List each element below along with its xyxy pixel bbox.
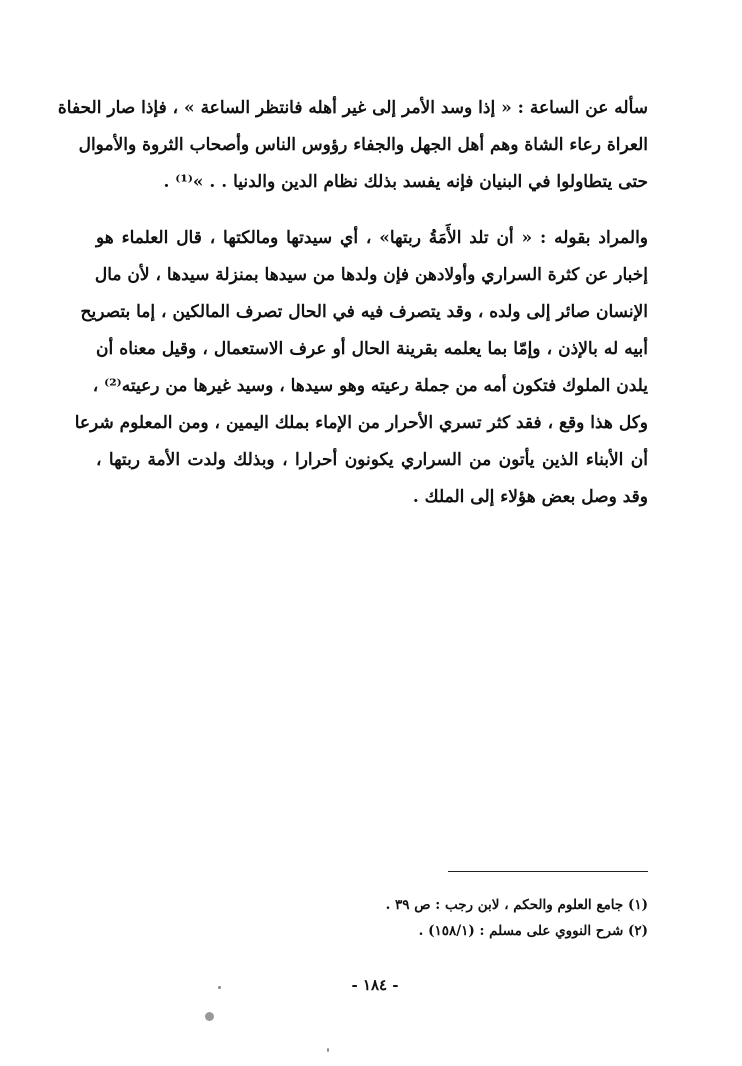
text-line: أن الأبناء الذين يأتون من السراري يكونون أحرارا ، وبذلك ولدت الأمة ربتها ،: [96, 450, 648, 470]
scan-speck: [327, 1048, 329, 1052]
text-line: يلدن الملوك فتكون أمه من جملة رعيته وهو سيدها ، وسيد غيرها من رعيته⁽²⁾ ،: [92, 376, 648, 396]
footnote-2: (٢) شرح النووي على مسلم : (١٥٨/١) .: [418, 923, 648, 939]
text-line: والمراد بقوله : « أن تلد الأَمَةُ ربتها» ، أي سيدتها ومالكتها ، قال العلماء هو: [96, 228, 648, 248]
text-line: الإنسان صائر إلى ولده ، وقد يتصرف فيه في الحال تصرف المالكين ، إما بتصريح: [80, 302, 648, 322]
text-line: إخبار عن كثرة السراري وأولادهن فإن ولدها من سيدها بمنزلة سيدها ، لأن مال: [94, 265, 648, 285]
footnote-1: (١) جامع العلوم والحكم ، لابن رجب : ص ٣٩ .: [385, 897, 648, 913]
scan-speck: [205, 1012, 214, 1021]
page-number: - ١٨٤ -: [351, 976, 399, 994]
text-line: وكل هذا وقع ، فقد كثر تسري الأحرار من الإماء بملك اليمين ، ومن المعلوم شرعا: [74, 413, 648, 433]
text-line: سأله عن الساعة : « إذا وسد الأمر إلى غير أهله فانتظر الساعة » ، فإذا صار الحفاة: [57, 98, 648, 118]
text-line: العراة رعاء الشاة وهم أهل الجهل والجفاء رؤوس الناس وأصحاب الثروة والأموال: [78, 135, 648, 155]
text-line: وقد وصل بعض هؤلاء إلى الملك .: [412, 487, 648, 507]
scan-speck: [218, 986, 221, 989]
paragraph-2: [74, 220, 648, 516]
footnote-separator: [448, 871, 648, 872]
text-line: حتى يتطاولوا في البنيان فإنه يفسد بذلك نظام الدين والدنيا . . »⁽¹⁾ .: [163, 172, 648, 192]
paragraph-1: [57, 90, 648, 201]
footnotes: [300, 892, 648, 944]
text-line: أبيه له بالإذن ، وإمّا بما يعلمه بقرينة الحال أو عرف الاستعمال ، وقيل معناه أن: [96, 339, 648, 359]
